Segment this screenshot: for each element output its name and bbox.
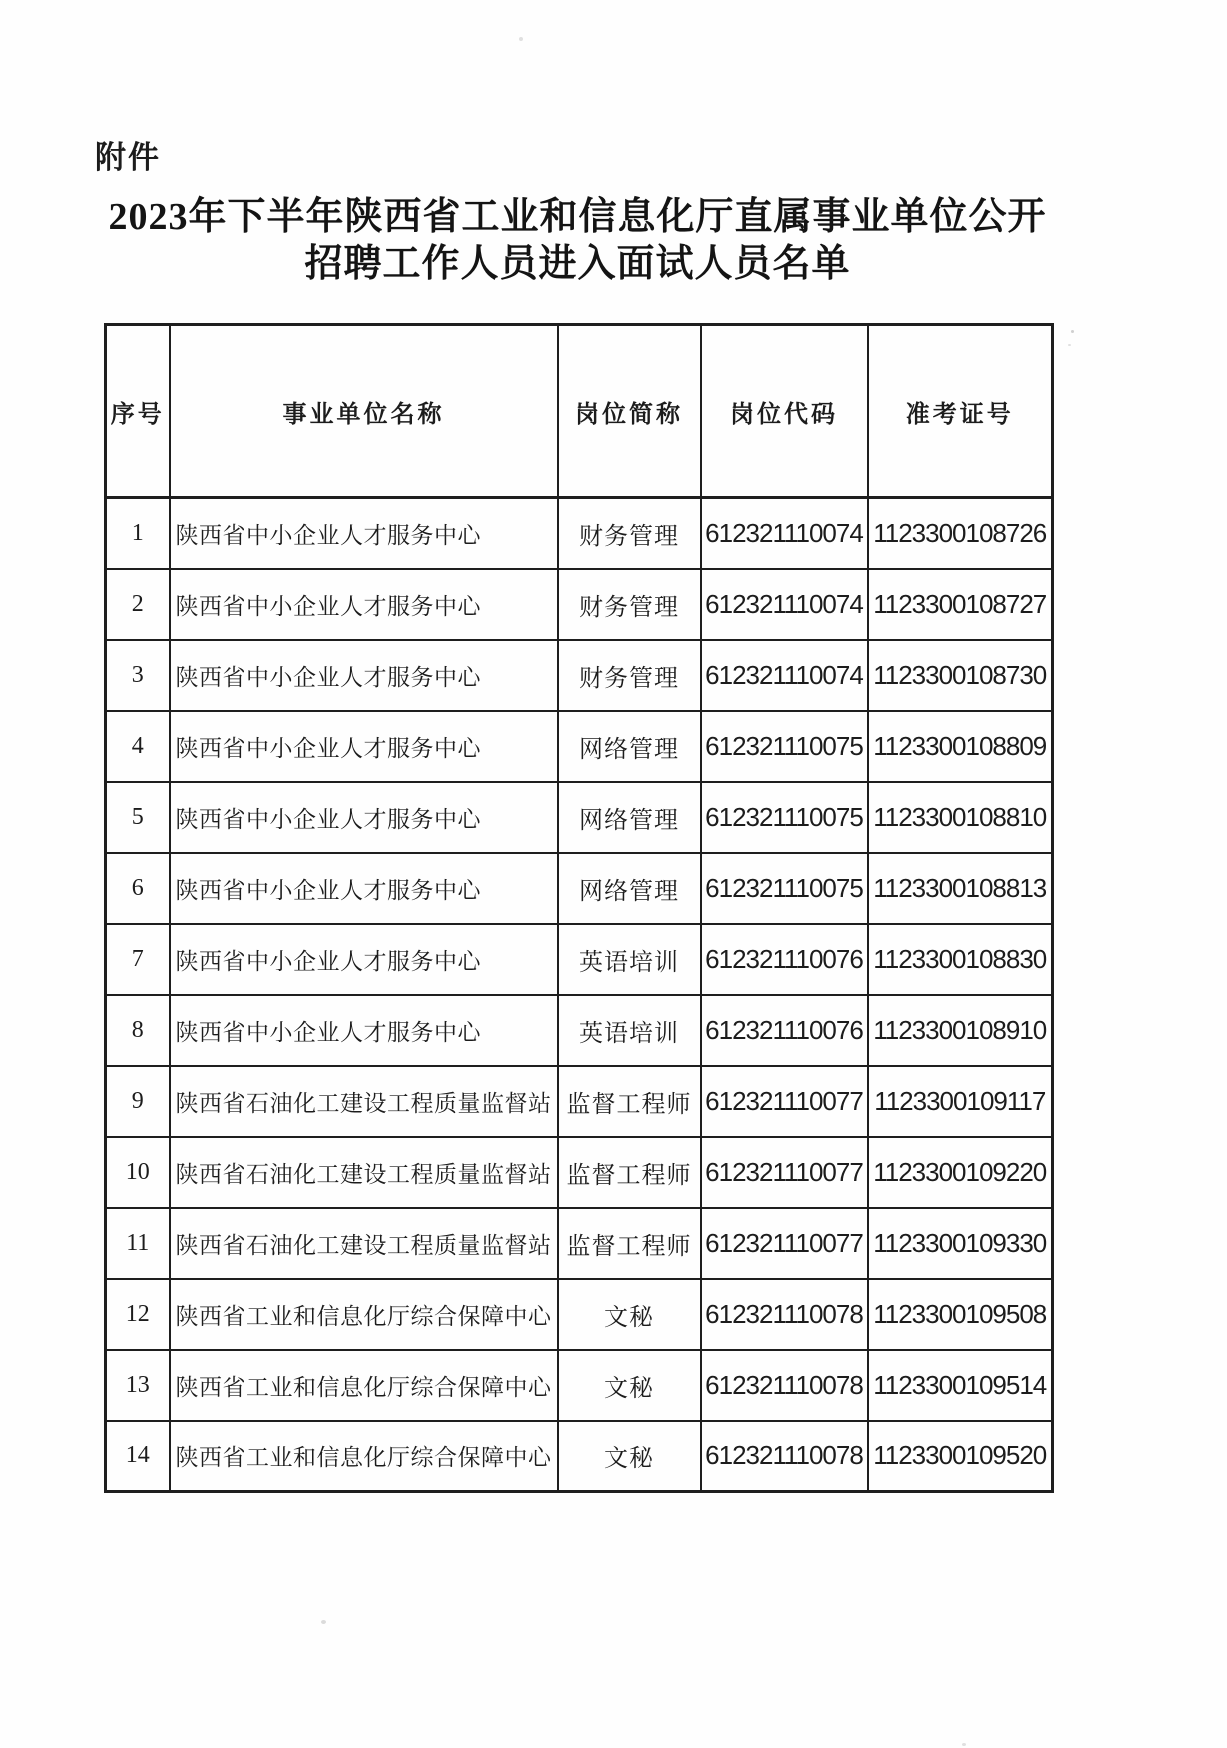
cell-post-code: 612321110078 — [701, 1279, 868, 1350]
cell-index: 14 — [106, 1421, 170, 1492]
cell-ticket-number: 1123300109508 — [868, 1279, 1053, 1350]
cell-post-title: 财务管理 — [558, 569, 701, 640]
attachment-label: 附件 — [95, 140, 161, 175]
cell-ticket-number: 1123300108727 — [868, 569, 1053, 640]
cell-post-title: 财务管理 — [558, 640, 701, 711]
table-row — [106, 498, 1053, 569]
table-header-row — [106, 325, 1053, 498]
cell-org-name: 陕西省中小企业人才服务中心 — [170, 640, 558, 711]
cell-ticket-number: 1123300108910 — [868, 995, 1053, 1066]
cell-post-title: 网络管理 — [558, 853, 701, 924]
cell-org-name: 陕西省石油化工建设工程质量监督站 — [170, 1208, 558, 1279]
cell-index: 10 — [106, 1137, 170, 1208]
header-post-code: 岗位代码 — [701, 325, 868, 498]
cell-org-name: 陕西省工业和信息化厅综合保障中心 — [170, 1350, 558, 1421]
cell-post-code: 612321110075 — [701, 853, 868, 924]
cell-ticket-number: 1123300109220 — [868, 1137, 1053, 1208]
cell-post-title: 网络管理 — [558, 711, 701, 782]
table-row — [106, 782, 1053, 853]
cell-org-name: 陕西省石油化工建设工程质量监督站 — [170, 1137, 558, 1208]
cell-ticket-number: 1123300108726 — [868, 498, 1053, 569]
cell-org-name: 陕西省工业和信息化厅综合保障中心 — [170, 1279, 558, 1350]
cell-org-name: 陕西省工业和信息化厅综合保障中心 — [170, 1421, 558, 1492]
scan-artifact — [1071, 330, 1074, 333]
cell-ticket-number: 1123300108810 — [868, 782, 1053, 853]
cell-index: 1 — [106, 498, 170, 569]
cell-org-name: 陕西省中小企业人才服务中心 — [170, 995, 558, 1066]
cell-index: 12 — [106, 1279, 170, 1350]
cell-post-code: 612321110077 — [701, 1208, 868, 1279]
cell-post-code: 612321110077 — [701, 1137, 868, 1208]
table-row — [106, 1421, 1053, 1492]
cell-post-code: 612321110075 — [701, 711, 868, 782]
cell-org-name: 陕西省中小企业人才服务中心 — [170, 782, 558, 853]
table-row — [106, 640, 1053, 711]
document-title-line-2: 招聘工作人员进入面试人员名单 — [304, 243, 851, 285]
cell-post-title: 监督工程师 — [558, 1066, 701, 1137]
cell-org-name: 陕西省中小企业人才服务中心 — [170, 853, 558, 924]
header-org-name: 事业单位名称 — [170, 325, 558, 498]
cell-index: 5 — [106, 782, 170, 853]
header-index: 序号 — [106, 325, 170, 498]
cell-ticket-number: 1123300108809 — [868, 711, 1053, 782]
table-row — [106, 711, 1053, 782]
cell-post-title: 网络管理 — [558, 782, 701, 853]
cell-org-name: 陕西省中小企业人才服务中心 — [170, 569, 558, 640]
cell-post-title: 财务管理 — [558, 498, 701, 569]
cell-post-code: 612321110078 — [701, 1421, 868, 1492]
header-post-title: 岗位简称 — [558, 325, 701, 498]
cell-post-code: 612321110075 — [701, 782, 868, 853]
table-row — [106, 1279, 1053, 1350]
cell-index: 6 — [106, 853, 170, 924]
cell-index: 8 — [106, 995, 170, 1066]
table-row — [106, 1208, 1053, 1279]
cell-org-name: 陕西省石油化工建设工程质量监督站 — [170, 1066, 558, 1137]
cell-post-code: 612321110078 — [701, 1350, 868, 1421]
table-row — [106, 995, 1053, 1066]
cell-post-title: 英语培训 — [558, 924, 701, 995]
table-row — [106, 1066, 1053, 1137]
cell-post-title: 监督工程师 — [558, 1137, 701, 1208]
cell-post-title: 监督工程师 — [558, 1208, 701, 1279]
scan-artifact — [1068, 344, 1071, 346]
cell-ticket-number: 1123300108830 — [868, 924, 1053, 995]
cell-post-code: 612321110074 — [701, 498, 868, 569]
cell-ticket-number: 1123300108813 — [868, 853, 1053, 924]
cell-ticket-number: 1123300109330 — [868, 1208, 1053, 1279]
document-title — [104, 194, 1051, 288]
cell-ticket-number: 1123300109117 — [868, 1066, 1053, 1137]
cell-post-code: 612321110076 — [701, 924, 868, 995]
cell-org-name: 陕西省中小企业人才服务中心 — [170, 924, 558, 995]
table-row — [106, 853, 1053, 924]
cell-org-name: 陕西省中小企业人才服务中心 — [170, 711, 558, 782]
cell-post-title: 文秘 — [558, 1350, 701, 1421]
cell-index: 7 — [106, 924, 170, 995]
cell-post-title: 文秘 — [558, 1421, 701, 1492]
cell-ticket-number: 1123300109520 — [868, 1421, 1053, 1492]
table-row — [106, 569, 1053, 640]
scan-artifact — [519, 37, 523, 41]
document-title-line-1: 2023年下半年陕西省工业和信息化厅直属事业单位公开 — [108, 196, 1047, 238]
table-row — [106, 1350, 1053, 1421]
cell-post-code: 612321110074 — [701, 569, 868, 640]
interview-candidates-table — [104, 323, 1054, 1493]
table-body — [106, 498, 1053, 1492]
cell-index: 4 — [106, 711, 170, 782]
cell-post-code: 612321110076 — [701, 995, 868, 1066]
scan-artifact — [321, 1620, 326, 1624]
cell-ticket-number: 1123300109514 — [868, 1350, 1053, 1421]
cell-ticket-number: 1123300108730 — [868, 640, 1053, 711]
table-row — [106, 924, 1053, 995]
cell-index: 13 — [106, 1350, 170, 1421]
cell-org-name: 陕西省中小企业人才服务中心 — [170, 498, 558, 569]
cell-index: 2 — [106, 569, 170, 640]
table-row — [106, 1137, 1053, 1208]
scan-artifact — [962, 1743, 966, 1746]
table-header — [106, 325, 1053, 498]
header-ticket-number: 准考证号 — [868, 325, 1053, 498]
cell-post-title: 文秘 — [558, 1279, 701, 1350]
cell-post-title: 英语培训 — [558, 995, 701, 1066]
cell-index: 11 — [106, 1208, 170, 1279]
cell-post-code: 612321110077 — [701, 1066, 868, 1137]
cell-post-code: 612321110074 — [701, 640, 868, 711]
cell-index: 9 — [106, 1066, 170, 1137]
cell-index: 3 — [106, 640, 170, 711]
